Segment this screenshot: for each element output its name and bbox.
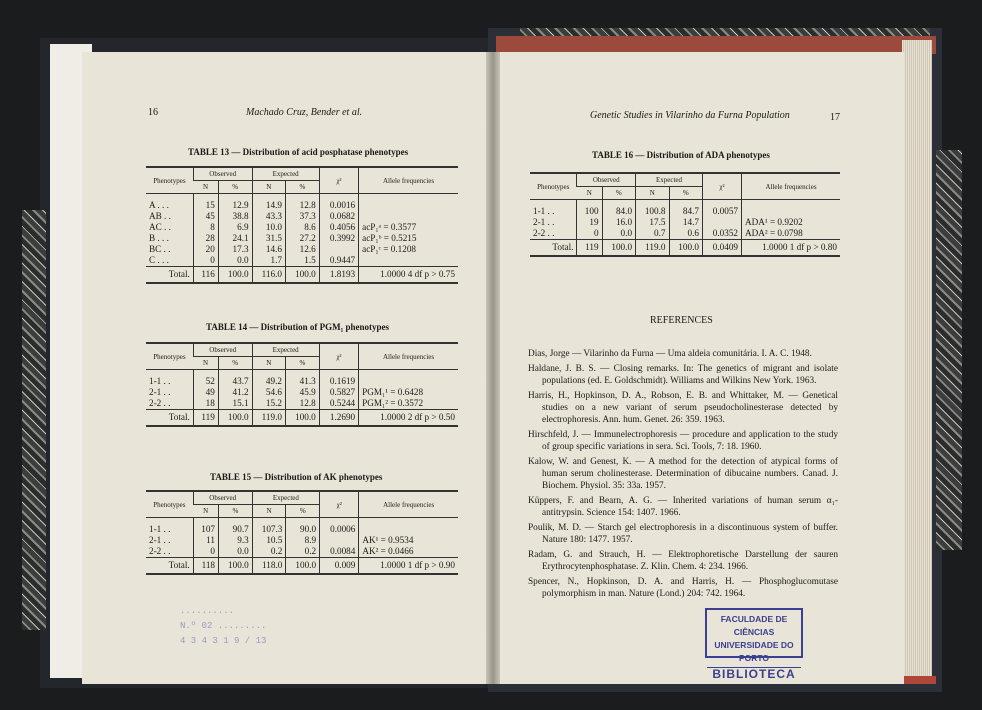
- cell-observed-pct: 15.1: [218, 398, 252, 410]
- table-row: [146, 255, 458, 267]
- cell-expected-pct: 37.3: [285, 211, 319, 222]
- header-expected: Expected: [252, 343, 319, 357]
- cell-chi: 0.9447: [319, 255, 358, 267]
- table-row: [146, 244, 458, 255]
- cell-observed-n: 8: [193, 222, 218, 233]
- inventory-stamp-line: 4 3 4 3 1 9 / 13: [180, 636, 267, 646]
- inventory-stamp-line: ..........: [180, 606, 235, 616]
- table13: [146, 166, 458, 284]
- cell-total-label: Total.: [146, 267, 193, 284]
- cell-chi: 0.009: [320, 558, 359, 575]
- cell-expected-n: 0.2: [252, 546, 286, 558]
- cell-expected-n: 15.2: [252, 398, 285, 410]
- table-row: [146, 211, 458, 222]
- header-pct: %: [285, 357, 319, 370]
- table-total-row: [146, 410, 458, 427]
- table-row: [146, 370, 458, 388]
- cell-allele: 1.0000 2 df p > 0.50: [359, 410, 458, 427]
- library-stamp: [705, 608, 803, 681]
- library-stamp-line: FACULDADE DE CIÊNCIAS: [720, 614, 788, 637]
- header-allele: Allele frequencies: [359, 343, 458, 370]
- page-number-left: 16: [148, 107, 158, 118]
- cell-observed-pct: 100.0: [219, 558, 253, 575]
- table14-caption: TABLE 14 — Distribution of PGM₁ phenotypes: [206, 322, 390, 332]
- header-n: N: [193, 357, 218, 370]
- cell-expected-n: 0.7: [636, 228, 669, 240]
- cell-observed-pct: 12.9: [218, 194, 252, 212]
- table15-caption: TABLE 15 — Distribution of AK phenotypes: [210, 472, 383, 482]
- header-n: N: [577, 187, 602, 200]
- header-allele: Allele frequencies: [359, 167, 458, 194]
- cell-phenotype: C . . .: [149, 255, 169, 265]
- cell-expected-n: 14.9: [252, 194, 285, 212]
- cell-allele: acP₁ᵇ = 0.5215: [359, 233, 458, 244]
- cell-observed-pct: 100.0: [602, 240, 635, 257]
- cell-expected-pct: 41.3: [285, 370, 319, 388]
- cell-expected-pct: 27.2: [285, 233, 319, 244]
- header-observed: Observed: [577, 173, 636, 187]
- cell-observed-n: 52: [193, 370, 218, 388]
- cell-chi: 0.0682: [319, 211, 358, 222]
- cell-chi: [319, 244, 358, 255]
- cell-chi: 0.0016: [319, 194, 358, 212]
- cell-expected-n: 43.3: [252, 211, 285, 222]
- cell-observed-pct: 6.9: [218, 222, 252, 233]
- cell-expected-n: 116.0: [252, 267, 285, 284]
- header-n: N: [252, 505, 286, 518]
- cell-expected-n: 100.8: [636, 200, 669, 218]
- cell-phenotype: 2-2 . .: [149, 546, 171, 556]
- cell-phenotype: BC . .: [149, 244, 171, 254]
- cell-observed-n: 0: [577, 228, 602, 240]
- header-pct: %: [218, 181, 252, 194]
- cell-chi: [702, 217, 741, 228]
- cell-observed-pct: 41.2: [218, 387, 252, 398]
- table-row: [146, 222, 458, 233]
- gutter: [486, 52, 500, 684]
- cell-phenotype: AB . .: [149, 211, 171, 221]
- cell-phenotype: AC . .: [149, 222, 171, 232]
- cell-expected-pct: 100.0: [285, 267, 319, 284]
- cell-observed-pct: 16.0: [602, 217, 635, 228]
- cell-observed-n: 20: [193, 244, 218, 255]
- cell-chi: 1.8193: [319, 267, 358, 284]
- table14: [146, 342, 458, 427]
- library-stamp-line: UNIVERSIDADE DO PORTO: [714, 640, 794, 663]
- cell-allele: 1.0000 1 df p > 0.80: [742, 240, 841, 257]
- cell-expected-pct: 100.0: [286, 558, 320, 575]
- header-n: N: [193, 181, 218, 194]
- cell-expected-pct: 0.6: [669, 228, 702, 240]
- header-chi: χ²: [319, 167, 358, 194]
- cell-chi: 0.3992: [319, 233, 358, 244]
- header-pct: %: [218, 357, 252, 370]
- table-row: [146, 535, 458, 546]
- page-edge-bottom: [900, 676, 936, 684]
- cell-phenotype: A . . .: [149, 200, 169, 210]
- cell-total-label: Total.: [146, 410, 193, 427]
- cell-expected-pct: 8.6: [285, 222, 319, 233]
- reference-item: Radam, G. and Strauch, H. — Elektrophoretische Darstellung der sauren Erythrocytenphosphatase. Z. Klin. Chem. 4: 234. 1966.: [528, 550, 838, 572]
- cell-expected-n: 118.0: [252, 558, 286, 575]
- reference-item: Kalow, W. and Genest, K. — A method for the detection of atypical forms of human serum cholinesterase. Determination of dibucaine numbers. Canad. J. Biochem. Physiol. 35: 33a. 1957.: [528, 457, 838, 491]
- running-head-left: Machado Cruz, Bender et al.: [246, 107, 363, 118]
- cell-expected-n: 119.0: [636, 240, 669, 257]
- table-row: [146, 233, 458, 244]
- cell-observed-pct: 17.3: [218, 244, 252, 255]
- table-row: [146, 398, 458, 410]
- cell-chi: 0.1619: [319, 370, 358, 388]
- cell-observed-n: 116: [193, 267, 218, 284]
- cell-expected-pct: 0.2: [286, 546, 320, 558]
- cell-observed-n: 0: [193, 546, 218, 558]
- cell-expected-pct: 84.7: [669, 200, 702, 218]
- marbled-board-left: [22, 210, 46, 630]
- reference-item: Haldane, J. B. S. — Closing remarks. In: The genetics of migrant and isolate populations (ed. E. Goldschmidt). Williams and Wilkins New York. 1963.: [528, 364, 838, 386]
- header-chi: χ²: [702, 173, 741, 200]
- cell-expected-pct: 14.7: [669, 217, 702, 228]
- table-row: [530, 200, 840, 218]
- cell-observed-n: 11: [193, 535, 218, 546]
- header-pct: %: [669, 187, 702, 200]
- cell-expected-n: 1.7: [252, 255, 285, 267]
- cell-phenotype: 2-2 . .: [149, 398, 171, 408]
- cell-allele: [742, 200, 841, 218]
- header-expected: Expected: [636, 173, 703, 187]
- cell-observed-pct: 100.0: [218, 410, 252, 427]
- cell-observed-n: 0: [193, 255, 218, 267]
- cell-expected-pct: 12.6: [285, 244, 319, 255]
- table-row: [530, 217, 840, 228]
- cell-expected-n: 54.6: [252, 387, 285, 398]
- cell-chi: 0.0006: [320, 518, 359, 536]
- cell-phenotype: 2-1 . .: [533, 217, 555, 227]
- cell-observed-pct: 84.0: [602, 200, 635, 218]
- header-observed: Observed: [193, 343, 252, 357]
- cell-allele: PGM₁¹ = 0.6428: [359, 387, 458, 398]
- cell-allele: [359, 211, 458, 222]
- header-expected: Expected: [252, 491, 319, 505]
- library-stamp-title: BIBLIOTECA: [707, 667, 801, 681]
- cell-expected-pct: 12.8: [285, 398, 319, 410]
- cell-expected-pct: 100.0: [669, 240, 702, 257]
- cell-observed-pct: 0.0: [219, 546, 253, 558]
- cell-expected-pct: 45.9: [285, 387, 319, 398]
- cell-chi: 0.0084: [320, 546, 359, 558]
- header-phenotypes: Phenotypes: [146, 167, 193, 194]
- header-observed: Observed: [193, 167, 252, 181]
- table-total-row: [146, 267, 458, 284]
- header-chi: χ²: [320, 491, 359, 518]
- cell-expected-n: 49.2: [252, 370, 285, 388]
- header-chi: χ²: [319, 343, 358, 370]
- cell-expected-n: 119.0: [252, 410, 285, 427]
- header-observed: Observed: [193, 491, 252, 505]
- cell-expected-pct: 100.0: [285, 410, 319, 427]
- cell-observed-n: 107: [193, 518, 218, 536]
- cell-chi: 0.0352: [702, 228, 741, 240]
- cell-observed-n: 28: [193, 233, 218, 244]
- cell-allele: [359, 370, 458, 388]
- inventory-stamp: [180, 604, 272, 656]
- cell-phenotype: 2-1 . .: [149, 535, 171, 545]
- cell-allele: [359, 194, 458, 212]
- cell-expected-n: 10.0: [252, 222, 285, 233]
- table-row: [146, 546, 458, 558]
- cell-observed-n: 15: [193, 194, 218, 212]
- cell-observed-n: 119: [193, 410, 218, 427]
- inventory-stamp-line: N.º 02 .........: [180, 621, 267, 631]
- cell-chi: 0.0057: [702, 200, 741, 218]
- cell-chi: 0.4056: [319, 222, 358, 233]
- cell-allele: 1.0000 1 df p > 0.90: [359, 558, 458, 575]
- header-n: N: [252, 357, 285, 370]
- header-allele: Allele frequencies: [742, 173, 841, 200]
- cell-chi: 0.0409: [702, 240, 741, 257]
- cell-expected-n: 14.6: [252, 244, 285, 255]
- table16-caption: TABLE 16 — Distribution of ADA phenotypes: [592, 150, 770, 160]
- cell-observed-n: 100: [577, 200, 602, 218]
- cell-chi: 1.2690: [319, 410, 358, 427]
- reference-item: Poulik, M. D. — Starch gel electrophoresis in a discontinuous system of buffer. Nature 180: 1477. 1957.: [528, 523, 838, 545]
- reference-item: Dias, Jorge — Vilarinho da Furna — Uma aldeia comunitária. I. A. C. 1948.: [528, 349, 812, 359]
- cell-phenotype: 2-2 . .: [533, 228, 555, 238]
- cell-expected-pct: 8.9: [286, 535, 320, 546]
- cell-allele: ADA¹ = 0.9202: [742, 217, 841, 228]
- cell-allele: PGM₁² = 0.3572: [359, 398, 458, 410]
- page-number-right: 17: [830, 112, 840, 123]
- cell-chi: 0.5244: [319, 398, 358, 410]
- header-pct: %: [602, 187, 635, 200]
- cell-observed-pct: 90.7: [219, 518, 253, 536]
- cell-chi: [320, 535, 359, 546]
- cell-observed-n: 118: [193, 558, 218, 575]
- table-row: [146, 518, 458, 536]
- reference-item: Spencer, N., Hopkinson, D. A. and Harris, H. — Phosphoglucomutase polymorphism in man. Nature (Lond.) 204: 742. 1964.: [528, 577, 838, 599]
- header-phenotypes: Phenotypes: [146, 491, 193, 518]
- references-heading: REFERENCES: [650, 315, 713, 326]
- table13-caption: TABLE 13 — Distribution of acid posphatase phenotypes: [188, 147, 409, 157]
- cell-expected-n: 107.3: [252, 518, 286, 536]
- header-phenotypes: Phenotypes: [146, 343, 193, 370]
- cell-observed-n: 45: [193, 211, 218, 222]
- cell-expected-n: 10.5: [252, 535, 286, 546]
- cell-allele: acP₁ᵃ = 0.3577: [359, 222, 458, 233]
- table16: [530, 172, 840, 257]
- cell-allele: [359, 255, 458, 267]
- cell-observed-n: 18: [193, 398, 218, 410]
- cell-allele: [359, 518, 458, 536]
- cell-phenotype: B . . .: [149, 233, 169, 243]
- cell-expected-n: 17.5: [636, 217, 669, 228]
- header-n: N: [636, 187, 669, 200]
- cell-chi: 0.5827: [319, 387, 358, 398]
- reference-item: Hirschfeld, J. — Immunelectrophoresis — procedure and application to the study of group specific variations in sera. Sci. Tools, 7: 18. 1960.: [528, 430, 838, 452]
- table-total-row: [146, 558, 458, 575]
- cell-expected-pct: 12.8: [285, 194, 319, 212]
- cell-phenotype: 1-1 . .: [149, 524, 171, 534]
- cell-phenotype: 1-1 . .: [533, 206, 555, 216]
- cell-total-label: Total.: [146, 558, 193, 575]
- cell-allele: ADA² = 0.0798: [742, 228, 841, 240]
- marbled-board-right: [936, 150, 962, 550]
- cell-expected-n: 31.5: [252, 233, 285, 244]
- cell-observed-n: 19: [577, 217, 602, 228]
- cell-observed-pct: 43.7: [218, 370, 252, 388]
- header-n: N: [252, 181, 285, 194]
- cell-observed-pct: 9.3: [219, 535, 253, 546]
- table-row: [146, 194, 458, 212]
- cell-observed-n: 49: [193, 387, 218, 398]
- cell-phenotype: 1-1 . .: [149, 376, 171, 386]
- cell-observed-pct: 38.8: [218, 211, 252, 222]
- table-total-row: [530, 240, 840, 257]
- page-edges: [902, 40, 932, 680]
- cell-observed-pct: 0.0: [602, 228, 635, 240]
- cell-observed-pct: 24.1: [218, 233, 252, 244]
- cell-allele: 1.0000 4 df p > 0.75: [359, 267, 458, 284]
- cell-allele: AK¹ = 0.9534: [359, 535, 458, 546]
- cell-observed-pct: 0.0: [218, 255, 252, 267]
- cell-allele: acP₁ᶜ = 0.1208: [359, 244, 458, 255]
- cell-observed-pct: 100.0: [218, 267, 252, 284]
- header-allele: Allele frequencies: [359, 491, 458, 518]
- header-pct: %: [219, 505, 253, 518]
- header-phenotypes: Phenotypes: [530, 173, 577, 200]
- cell-total-label: Total.: [530, 240, 577, 257]
- table15: [146, 490, 458, 575]
- header-pct: %: [286, 505, 320, 518]
- header-n: N: [193, 505, 218, 518]
- cell-expected-pct: 1.5: [285, 255, 319, 267]
- references-list: [528, 348, 838, 603]
- reference-item: Harris, H., Hopkinson, D. A., Robson, E. B. and Whittaker, M. — Genetical studies on a new variant of serum pseudocholinesterase detected by electrophoresis. Ann. hum. Genet. 26: 359. 1963.: [528, 391, 838, 425]
- cell-allele: AK² = 0.0466: [359, 546, 458, 558]
- header-expected: Expected: [252, 167, 319, 181]
- running-head-right: Genetic Studies in Vilarinho da Furna Population: [590, 110, 790, 121]
- cell-phenotype: 2-1 . .: [149, 387, 171, 397]
- table-row: [530, 228, 840, 240]
- reference-item: Küppers, F. and Bearn, A. G. — Inherited variations of human serum α₁-antitrypsin. Science 154: 1407. 1966.: [528, 496, 838, 518]
- cell-expected-pct: 90.0: [286, 518, 320, 536]
- table-row: [146, 387, 458, 398]
- cell-observed-n: 119: [577, 240, 602, 257]
- header-pct: %: [285, 181, 319, 194]
